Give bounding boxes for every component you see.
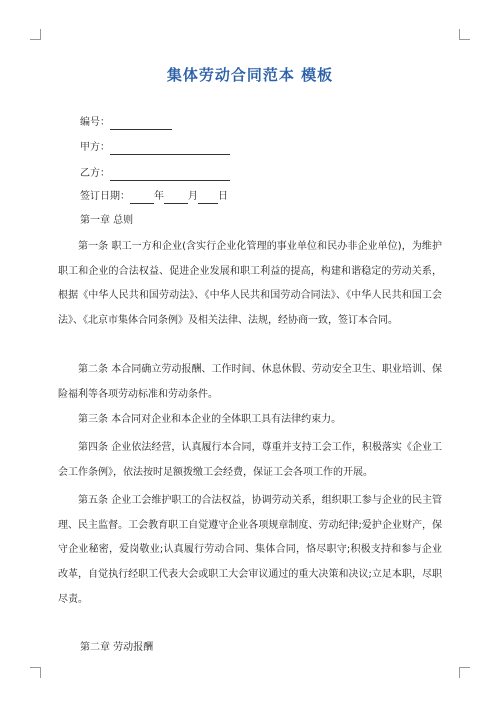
- article-4: 第四条 企业依法经营，认真履行本合同，尊重并支持工会工作，积极落实《企业工会工作条例》，依法按时足额拨缴工会经费，保证工会各项工作的开展。: [58, 442, 442, 478]
- signing-day-blank[interactable]: [198, 192, 218, 204]
- document-title: 集体劳动合同范本 模板: [166, 66, 334, 84]
- signing-date-label: 签订日期：: [80, 191, 130, 202]
- signing-month-label: 月: [188, 191, 198, 202]
- crop-mark-top-left: [30, 29, 41, 40]
- party-a-blank[interactable]: [110, 143, 230, 155]
- chapter-1-heading: 第一章 总则: [80, 215, 134, 226]
- article-3: 第三条 本合同对企业和本企业的全体职工具有法律约束力。: [78, 414, 342, 425]
- crop-mark-top-right: [459, 29, 470, 40]
- chapter-2-heading: 第二章 劳动报酬: [80, 642, 154, 653]
- contract-number-field: [80, 116, 172, 130]
- party-a-field: [80, 141, 230, 155]
- party-a-label: 甲方：: [80, 142, 110, 153]
- article-2: 第二条 本合同确立劳动报酬、工作时间、休息休假、劳动安全卫生、职业培训、保险福利等各项劳动标准和劳动条件。: [58, 364, 442, 400]
- contract-number-blank[interactable]: [110, 118, 172, 130]
- article-5: 第五条 企业工会维护职工的合法权益，协调劳动关系，组织职工参与企业的民主管理、民主监督。工会教育职工自觉遵守企业各项规章制度、劳动纪律;爱护企业财产，保守企业秘密，爱岗敬业;认真履行劳动合同、集体合同，恪尽职守;积极支持和参与企业改革，自觉执行经职工代表大会或职工大会审议通过的重大决策和决议;立足本职，尽职尽责。: [58, 495, 442, 605]
- signing-month-blank[interactable]: [164, 192, 188, 204]
- contract-number-label: 编号：: [80, 117, 110, 128]
- signing-day-label: 日: [218, 191, 228, 202]
- crop-mark-bottom-left: [30, 667, 41, 678]
- party-b-blank[interactable]: [110, 169, 230, 181]
- crop-mark-bottom-right: [459, 667, 470, 678]
- signing-date-field: [80, 190, 228, 204]
- signing-year-blank[interactable]: [130, 192, 154, 204]
- party-b-field: [80, 167, 230, 181]
- signing-year-label: 年: [154, 191, 164, 202]
- party-b-label: 乙方：: [80, 168, 110, 179]
- article-1: 第一条 职工一方和企业(含实行企业化管理的事业单位和民办非企业单位)，为维护职工和企业的合法权益、促进企业发展和职工利益的提高，构建和谐稳定的劳动关系，根据《中华人民共和国劳动法》、《中华人民共和国劳动合同法》、《中华人民共和国工会法》、《北京市集体合同条例》及相关法律、法规，经协商一致，签订本合同。: [58, 241, 442, 327]
